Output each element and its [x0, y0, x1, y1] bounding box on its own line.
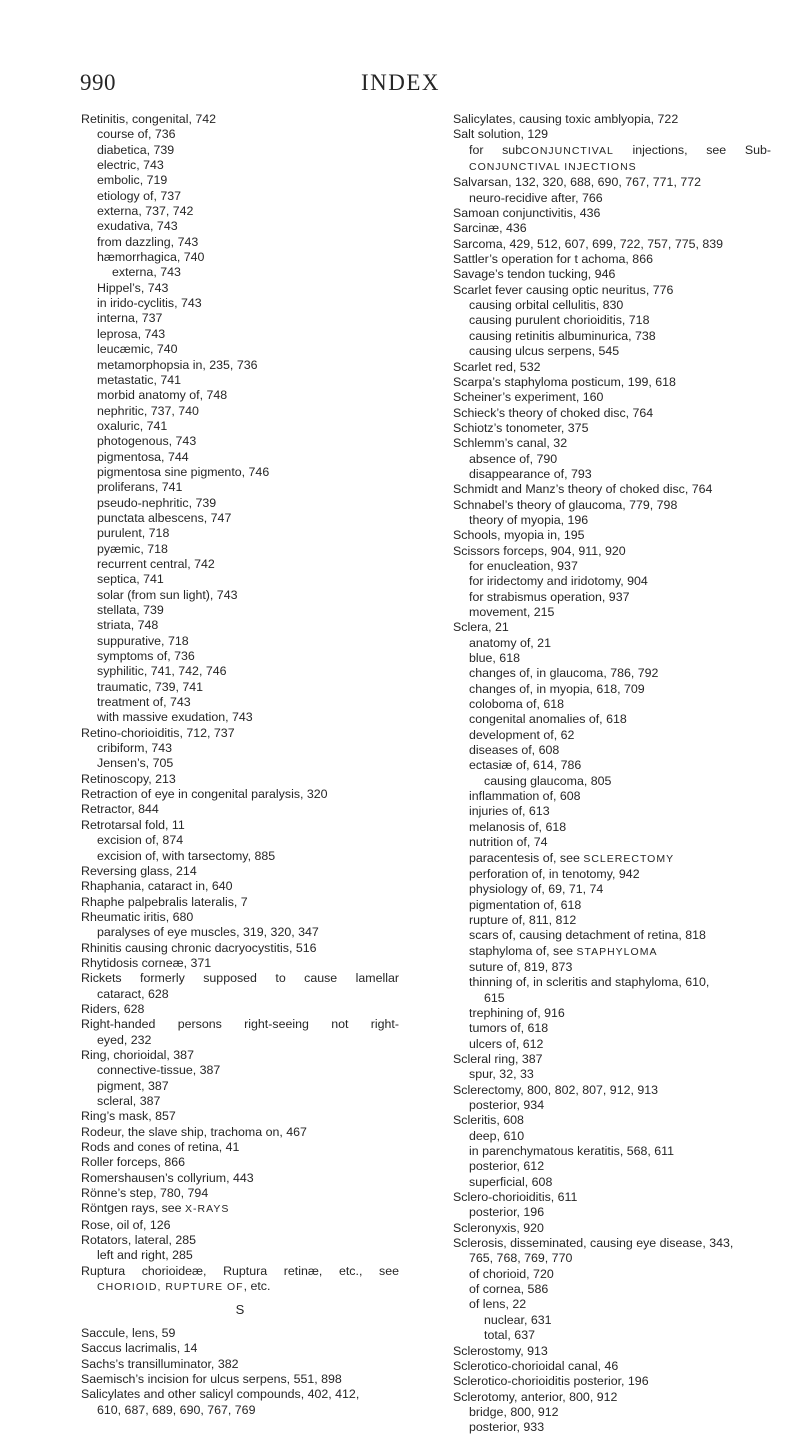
- index-entry: Sclerostomy, 913: [453, 1343, 548, 1358]
- index-subentry: purulent, 718: [97, 526, 170, 541]
- index-entry: Schieck’s theory of choked disc, 764: [453, 405, 654, 420]
- index-subentry: in parenchymatous keratitis, 568, 611: [469, 1144, 675, 1159]
- index-subentry: CONJUNCTIVAL INJECTIONS: [469, 161, 637, 174]
- index-subentry: paracentesis of, see SCLERECTOMY: [469, 850, 675, 865]
- index-entry: Retino-chorioiditis, 712, 737: [81, 725, 235, 740]
- index-subentry: of lens, 22: [469, 1297, 527, 1312]
- index-column-left: [81, 112, 399, 1418]
- index-subentry: electric, 743: [97, 158, 164, 173]
- index-subentry: striata, 748: [97, 618, 159, 633]
- index-subentry: injuries of, 613: [469, 804, 550, 819]
- index-subentry: nutrition of, 74: [469, 835, 548, 850]
- index-entry: Salicylates, causing toxic amblyopia, 722: [453, 112, 679, 126]
- index-subentry: CHORIOID, RUPTURE OF, etc.: [97, 1279, 271, 1294]
- index-column-right: [453, 112, 771, 1436]
- index-subentry: leprosa, 743: [97, 326, 166, 341]
- index-entry: Salt solution, 129: [453, 127, 549, 142]
- index-subentry: spur, 32, 33: [469, 1067, 534, 1082]
- index-entry: Saccus lacrimalis, 14: [81, 1341, 198, 1356]
- index-entry: Rhaphania, cataract in, 640: [81, 879, 233, 894]
- index-subentry: tumors of, 618: [469, 1021, 549, 1036]
- index-subentry: superficial, 608: [469, 1174, 553, 1189]
- index-entry: Sclerosis, disseminated, causing eye disease, 343,: [453, 1236, 734, 1251]
- index-subentry: metastatic, 741: [97, 372, 182, 387]
- index-entry: Sachs’s transilluminator, 382: [81, 1356, 239, 1371]
- index-subentry: posterior, 612: [469, 1159, 545, 1174]
- index-subentry: nephritic, 737, 740: [97, 403, 199, 418]
- index-subentry: suppurative, 718: [97, 633, 189, 648]
- index-entry: Savage’s tendon tucking, 946: [453, 267, 616, 282]
- index-entry: Romershausen’s collyrium, 443: [81, 1170, 254, 1185]
- index-subentry: diseases of, 608: [469, 743, 560, 758]
- index-subentry: metamorphopsia in, 235, 736: [97, 357, 258, 372]
- index-subentry: scleral, 387: [97, 1094, 161, 1108]
- index-entry: Retinoscopy, 213: [81, 771, 176, 786]
- index-subentry: connective-tissue, 387: [97, 1063, 221, 1078]
- index-entry: Schnabel’s theory of glaucoma, 779, 798: [453, 497, 678, 512]
- index-subentry: nuclear, 631: [484, 1312, 552, 1327]
- index-entry: Scleral ring, 387: [453, 1051, 543, 1066]
- index-subentry: causing purulent chorioiditis, 718: [469, 313, 650, 328]
- index-subentry: changes of, in glaucoma, 786, 792: [469, 666, 659, 681]
- index-subentry: pigmentosa sine pigmento, 746: [97, 464, 270, 479]
- index-subentry: physiology of, 69, 71, 74: [469, 882, 604, 897]
- index-subentry: pigmentosa, 744: [97, 449, 189, 464]
- index-subentry: thinning of, in scleritis and staphyloma, 610,: [469, 975, 710, 990]
- index-subentry: coloboma of, 618: [469, 697, 565, 712]
- index-subentry: 615: [484, 990, 505, 1005]
- index-subentry: stellata, 739: [97, 603, 164, 617]
- page-number: 990: [80, 70, 116, 95]
- index-subentry: externa, 737, 742: [97, 204, 194, 219]
- index-subentry: interna, 737: [97, 311, 163, 326]
- index-subentry: paralyses of eye muscles, 319, 320, 347: [97, 925, 319, 940]
- index-subentry: melanosis of, 618: [469, 819, 567, 834]
- index-subentry: blue, 618: [469, 651, 520, 666]
- index-subentry: suture of, 819, 873: [469, 959, 573, 974]
- index-subentry: cataract, 628: [97, 986, 169, 1001]
- index-subentry: Jensen’s, 705: [97, 756, 174, 771]
- index-subentry: rupture of, 811, 812: [469, 912, 577, 927]
- index-subentry: causing orbital cellulitis, 830: [469, 298, 624, 313]
- index-subentry: anatomy of, 21: [469, 635, 551, 650]
- index-entry: Sclerotico-chorioiditis posterior, 196: [453, 1374, 649, 1389]
- index-subentry: symptoms of, 736: [97, 649, 195, 664]
- index-entry: Schlemm’s canal, 32: [453, 436, 568, 451]
- index-entry: Scarlet red, 532: [453, 359, 541, 374]
- index-entry: Scleritis, 608: [453, 1113, 524, 1128]
- index-entry: Rods and cones of retina, 41: [81, 1140, 240, 1155]
- index-entry: Samoan conjunctivitis, 436: [453, 206, 601, 221]
- index-subentry: for subCONJUNCTIVAL injections, see Sub-: [469, 142, 772, 157]
- index-entry: Retractor, 844: [81, 802, 159, 817]
- index-subentry: embolic, 719: [97, 173, 168, 188]
- index-subentry: for iridectomy and iridotomy, 904: [469, 574, 648, 589]
- index-subentry: for enucleation, 937: [469, 558, 578, 573]
- index-entry: Sclerotico-chorioidal canal, 46: [453, 1358, 619, 1373]
- index-entry: Sarcoma, 429, 512, 607, 699, 722, 757, 775, 839: [453, 236, 724, 251]
- index-entry: Roller forceps, 866: [81, 1155, 185, 1170]
- index-subentry: cribiform, 743: [97, 741, 173, 756]
- index-subentry: ulcers of, 612: [469, 1036, 544, 1051]
- index-subentry: treatment of, 743: [97, 695, 191, 710]
- index-entry: Rotators, lateral, 285: [81, 1233, 197, 1248]
- index-entry: Rheumatic iritis, 680: [81, 909, 194, 924]
- index-entry: Saemisch’s incision for ulcus serpens, 551, 898: [81, 1371, 342, 1386]
- index-subentry: morbid anatomy of, 748: [97, 388, 228, 403]
- index-entry: Scarpa’s staphyloma posticum, 199, 618: [453, 374, 676, 389]
- index-subentry: exudativa, 743: [97, 219, 178, 234]
- index-subentry: solar (from sun light), 743: [97, 587, 238, 602]
- index-subentry: from dazzling, 743: [97, 234, 199, 249]
- index-subentry: externa, 743: [112, 265, 181, 280]
- index-subentry: photogenous, 743: [97, 434, 197, 449]
- index-entry: Reversing glass, 214: [81, 863, 197, 878]
- index-entry: Retraction of eye in congenital paralysis, 320: [81, 787, 328, 802]
- index-subentry: excision of, with tarsectomy, 885: [97, 848, 276, 863]
- index-entry: Retinitis, congenital, 742: [81, 112, 217, 126]
- index-entry: Retrotarsal fold, 11: [81, 817, 185, 832]
- index-entry: Schools, myopia in, 195: [453, 528, 585, 543]
- index-subentry: staphyloma of, see STAPHYLOMA: [469, 943, 658, 958]
- section-letter: S: [235, 1302, 245, 1318]
- index-subentry: of chorioid, 720: [469, 1266, 554, 1281]
- index-subentry: septica, 741: [97, 572, 164, 587]
- index-subentry: oxaluric, 741: [97, 418, 168, 433]
- index-entry: Scarlet fever causing optic neuritus, 776: [453, 282, 674, 297]
- index-subentry: absence of, 790: [469, 451, 558, 466]
- index-entry: Sclero-chorioiditis, 611: [453, 1190, 578, 1205]
- index-subentry: course of, 736: [97, 127, 176, 142]
- index-entry: Scheiner’s experiment, 160: [453, 390, 604, 405]
- index-subentry: pyæmic, 718: [97, 541, 168, 556]
- index-subentry: punctata albescens, 747: [97, 510, 232, 525]
- index-subentry: traumatic, 739, 741: [97, 679, 204, 694]
- index-entry: Sarcinæ, 436: [453, 221, 527, 236]
- index-entry: Right-handed persons right-seeing not right-: [81, 1017, 399, 1032]
- index-subentry: left and right, 285: [97, 1248, 193, 1263]
- index-subentry: development of, 62: [469, 727, 575, 742]
- index-subentry: neuro-recidive after, 766: [469, 190, 603, 205]
- index-entry: Rhinitis causing chronic dacryocystitis, 516: [81, 940, 317, 955]
- index-entry: Ruptura chorioideæ, Ruptura retinæ, etc., see: [81, 1263, 399, 1278]
- index-entry: Sclerotomy, anterior, 800, 912: [453, 1389, 618, 1404]
- index-subentry: posterior, 196: [469, 1205, 545, 1220]
- index-subentry: disappearance of, 793: [469, 466, 592, 481]
- index-entry: Sattler’s operation for t achoma, 866: [453, 252, 653, 267]
- index-subentry: movement, 215: [469, 605, 555, 619]
- index-subentry: perforation of, in tenotomy, 942: [469, 866, 640, 881]
- index-subentry: proliferans, 741: [97, 480, 183, 495]
- index-subentry: posterior, 934: [469, 1098, 545, 1112]
- index-subentry: for strabismus operation, 937: [469, 589, 630, 604]
- index-subentry: trephining of, 916: [469, 1005, 565, 1020]
- index-entry: Rönne’s step, 780, 794: [81, 1186, 209, 1201]
- index-subentry: eyed, 232: [97, 1032, 152, 1047]
- index-subentry: changes of, in myopia, 618, 709: [469, 681, 645, 696]
- index-entry: Rickets formerly supposed to cause lamellar: [81, 971, 399, 986]
- index-entry: Sclerectomy, 800, 802, 807, 912, 913: [453, 1082, 659, 1097]
- index-subentry: excision of, 874: [97, 833, 184, 848]
- index-entry: Schmidt and Manz’s theory of choked disc, 764: [453, 482, 713, 497]
- index-subentry: causing glaucoma, 805: [484, 773, 612, 788]
- index-subentry: hæmorrhagica, 740: [97, 250, 205, 265]
- index-entry: Rose, oil of, 126: [81, 1217, 171, 1232]
- index-subentry: pigment, 387: [97, 1078, 169, 1093]
- index-subentry: causing retinitis albuminurica, 738: [469, 328, 656, 343]
- index-entry: Schiotz’s tonometer, 375: [453, 420, 589, 435]
- index-subentry: scars of, causing detachment of retina, 818: [469, 928, 706, 943]
- index-subentry: syphilitic, 741, 742, 746: [97, 664, 227, 679]
- index-subentry: leucæmic, 740: [97, 342, 178, 357]
- index-entry: Riders, 628: [81, 1001, 145, 1016]
- index-entry: Ring, chorioidal, 387: [81, 1047, 194, 1062]
- index-entry: Rodeur, the slave ship, trachoma on, 467: [81, 1124, 307, 1139]
- index-entry: Salicylates and other salicyl compounds, 402, 412,: [81, 1387, 360, 1402]
- index-entry: Scleronyxis, 920: [453, 1220, 544, 1235]
- index-entry: Rhaphe palpebralis lateralis, 7: [81, 894, 248, 909]
- index-subentry: recurrent central, 742: [97, 556, 215, 571]
- index-entry: Rhytidosis corneæ, 371: [81, 955, 212, 970]
- index-subentry: of cornea, 586: [469, 1282, 549, 1297]
- index-entry: Salvarsan, 132, 320, 688, 690, 767, 771, 772: [453, 175, 702, 190]
- index-entry: Saccule, lens, 59: [81, 1325, 176, 1340]
- index-subentry: Hippel’s, 743: [97, 280, 169, 295]
- index-subentry: etiology of, 737: [97, 188, 182, 203]
- index-subentry: diabetica, 739: [97, 142, 175, 157]
- index-subentry: congenital anomalies of, 618: [469, 712, 627, 727]
- index-subentry: bridge, 800, 912: [469, 1404, 559, 1419]
- running-head: INDEX: [360, 70, 441, 95]
- index-subentry: with massive exudation, 743: [97, 710, 253, 725]
- index-entry: Ring’s mask, 857: [81, 1109, 176, 1124]
- index-entry: Scissors forceps, 904, 911, 920: [453, 543, 626, 558]
- index-subentry: ectasiæ of, 614, 786: [469, 758, 582, 773]
- index-subentry: inflammation of, 608: [469, 789, 581, 804]
- index-subentry: total, 637: [484, 1328, 535, 1343]
- index-subentry: pseudo-nephritic, 739: [97, 495, 217, 510]
- index-subentry: theory of myopia, 196: [469, 512, 589, 527]
- index-subentry: 610, 687, 689, 690, 767, 769: [97, 1402, 256, 1417]
- index-subentry: in irido-cyclitis, 743: [97, 296, 202, 311]
- index-entry: Sclera, 21: [453, 620, 509, 635]
- index-subentry: causing ulcus serpens, 545: [469, 344, 620, 359]
- index-subentry: pigmentation of, 618: [469, 897, 582, 912]
- index-subentry: posterior, 933: [469, 1420, 545, 1435]
- index-entry: Röntgen rays, see X-RAYS: [81, 1201, 230, 1216]
- index-subentry: 765, 768, 769, 770: [469, 1251, 573, 1266]
- index-subentry: deep, 610: [469, 1128, 525, 1143]
